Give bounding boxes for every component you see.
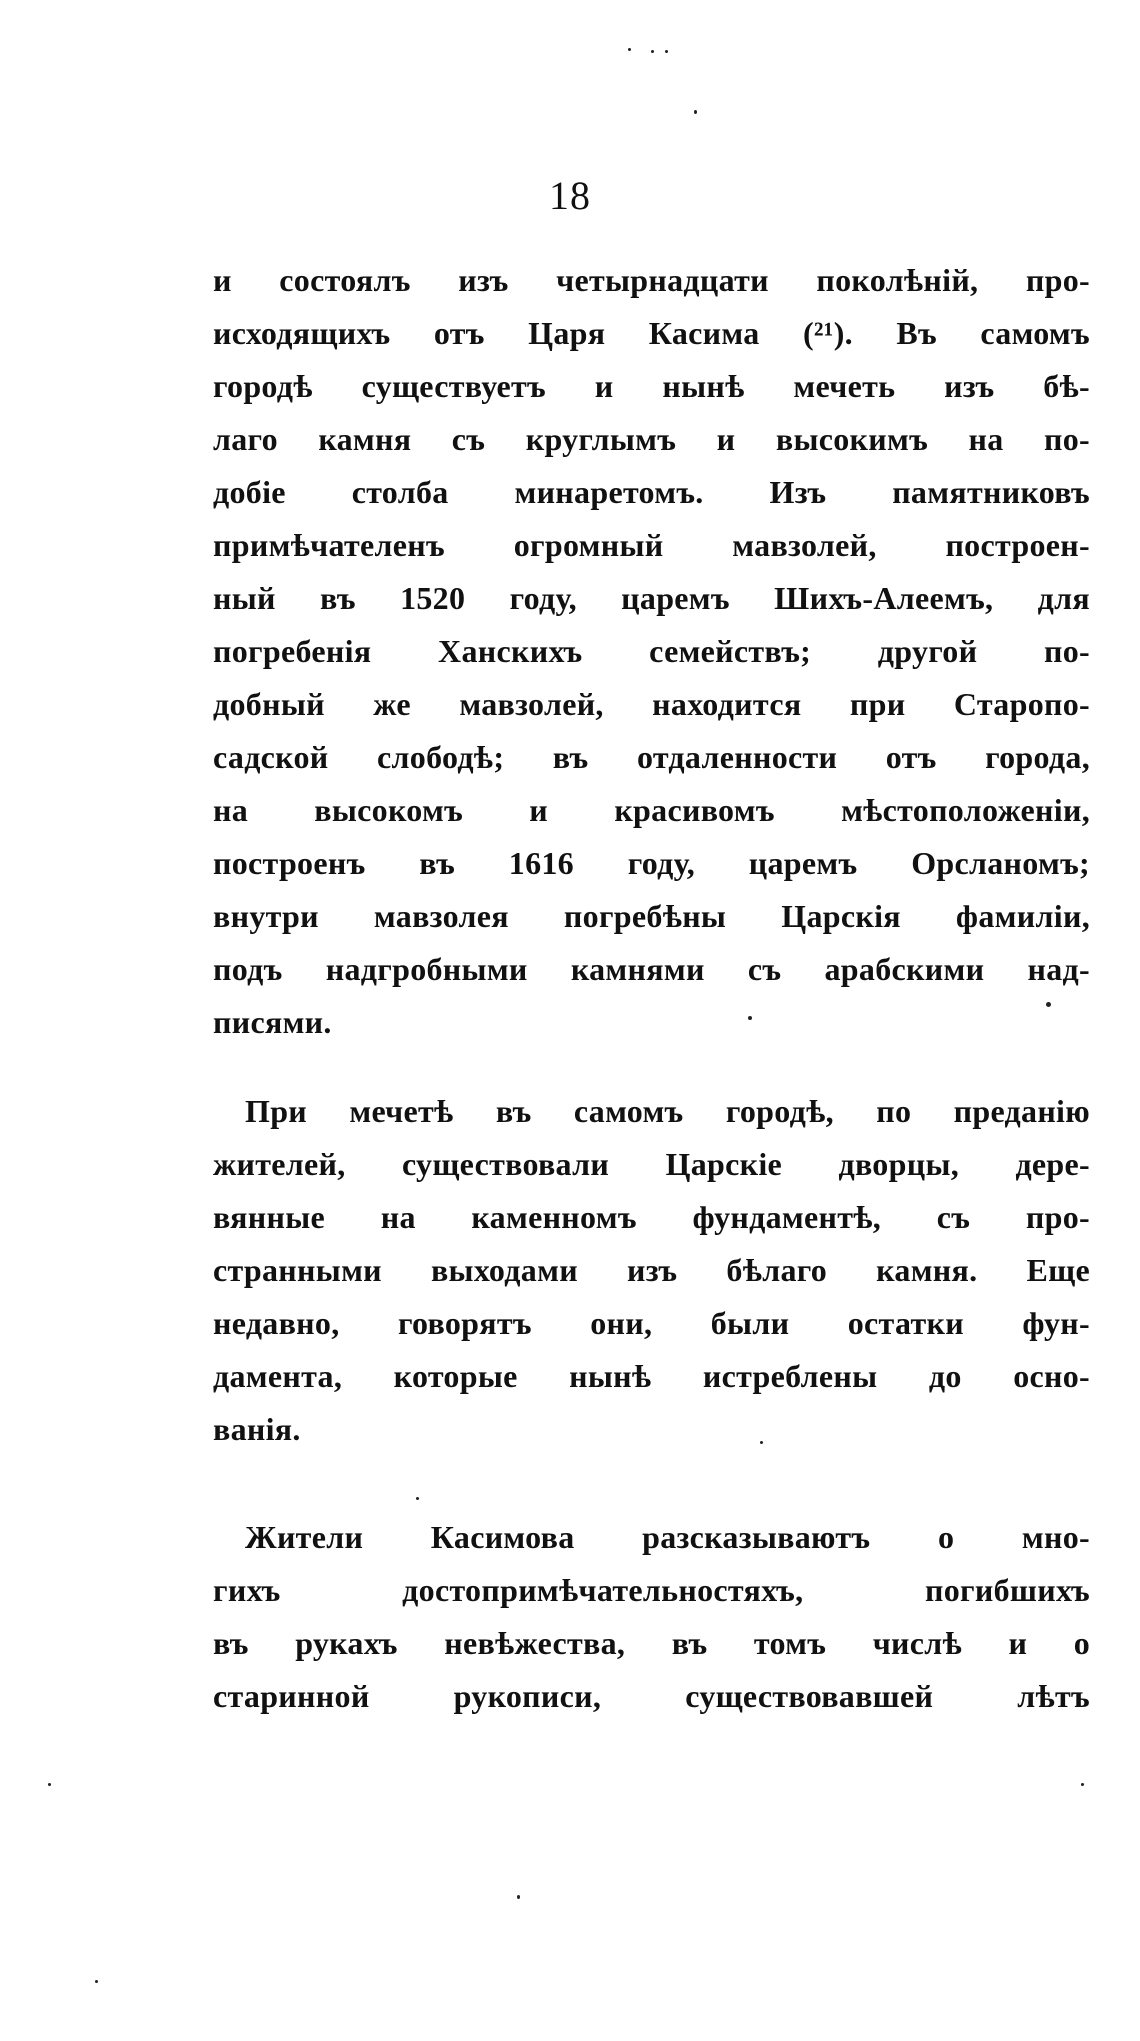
scan-speck: [760, 1441, 763, 1444]
paragraph-2: [213, 1085, 1090, 1456]
paragraph-1: [213, 254, 1090, 1049]
text-line: лаго камня съ круглымъ и высокимъ на по-: [213, 421, 1090, 457]
text-line: гихъ достопримѣчательностяхъ, погибшихъ: [213, 1572, 1090, 1608]
text-line: писями.: [213, 1004, 332, 1040]
text-line: недавно, говорятъ они, были остатки фун-: [213, 1305, 1090, 1341]
text-line: примѣчателенъ огромный мавзолей, построен-: [213, 527, 1090, 563]
scan-speck: [517, 1895, 520, 1899]
text-line: городѣ существуетъ и нынѣ мечеть изъ бѣ-: [213, 368, 1090, 404]
text-line: добный же мавзолей, находится при Старопо-: [213, 686, 1090, 722]
text-line: исходящихъ отъ Царя Касима (²¹). Въ самомъ: [213, 315, 1090, 351]
page-number: 18: [549, 173, 591, 218]
text-line: садской слободѣ; въ отдаленности отъ города,: [213, 739, 1090, 775]
text-line: жителей, существовали Царскіе дворцы, дере-: [213, 1146, 1090, 1182]
text-line: въ рукахъ невѣжества, въ томъ числѣ и о: [213, 1625, 1090, 1661]
text-line: дамента, которые нынѣ истреблены до осно-: [213, 1358, 1090, 1394]
scan-speck: [48, 1783, 51, 1786]
scan-speck: [95, 1980, 98, 1983]
scan-speck: [416, 1497, 419, 1500]
text-line: и состоялъ изъ четырнадцати поколѣній, про-: [213, 262, 1090, 298]
text-line: При мечетѣ въ самомъ городѣ, по преданію: [245, 1093, 1090, 1129]
text-line: подъ надгробными камнями съ арабскими над-: [213, 951, 1090, 987]
text-line: вянные на каменномъ фундаментѣ, съ про-: [213, 1199, 1090, 1235]
scan-speck: [665, 50, 668, 53]
text-line: погребенія Ханскихъ семействъ; другой по-: [213, 633, 1090, 669]
text-line: внутри мавзолея погребѣны Царскія фамиліи,: [213, 898, 1090, 934]
text-line: старинной рукописи, существовавшей лѣтъ: [213, 1678, 1090, 1714]
text-line: построенъ въ 1616 году, царемъ Орсланомъ;: [213, 845, 1090, 881]
scan-speck: [651, 50, 654, 53]
text-line: добіе столба минаретомъ. Изъ памятниковъ: [213, 474, 1090, 510]
text-line: на высокомъ и красивомъ мѣстоположеніи,: [213, 792, 1090, 828]
scan-speck: [628, 48, 631, 51]
text-line: Жители Касимова разсказываютъ о мно-: [245, 1519, 1090, 1555]
scan-speck: [1046, 1002, 1051, 1007]
text-line: ванія.: [213, 1411, 301, 1447]
text-line: ный въ 1520 году, царемъ Шихъ-Алеемъ, для: [213, 580, 1090, 616]
paragraph-3: [213, 1511, 1090, 1723]
scan-speck: [694, 110, 697, 114]
scan-speck: [1081, 1783, 1084, 1786]
scan-speck: [748, 1016, 752, 1020]
text-line: странными выходами изъ бѣлаго камня. Еще: [213, 1252, 1090, 1288]
